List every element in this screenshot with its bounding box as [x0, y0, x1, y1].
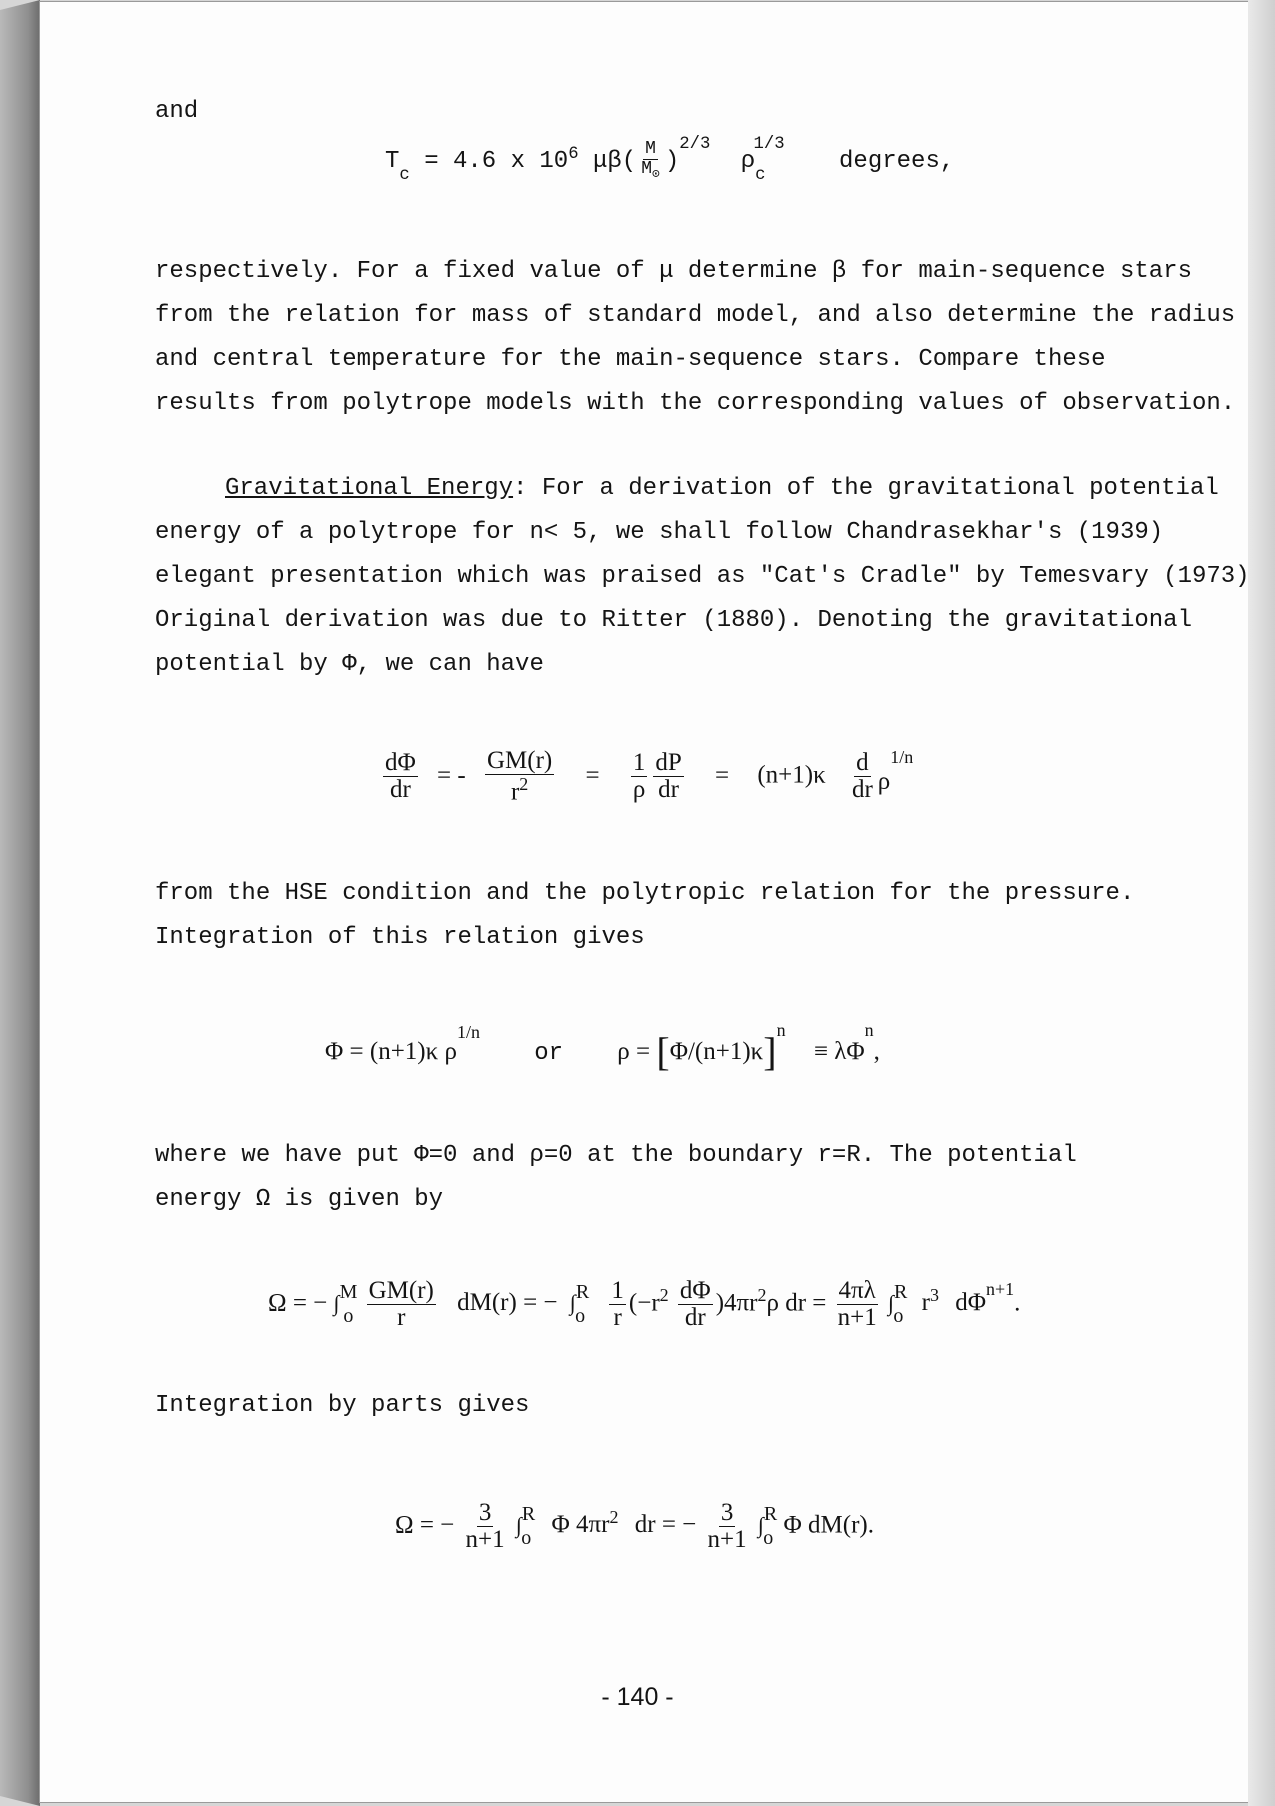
- section-heading-line: Gravitational Energy: For a derivation of the gravitational potential: [225, 475, 1219, 502]
- paragraph-line: and central temperature for the main-sequence stars. Compare these: [155, 346, 1106, 373]
- paragraph-line: Original derivation was due to Ritter (1880). Denoting the gravitational: [155, 607, 1192, 634]
- paragraph-line: results from polytrope models with the corresponding values of observation.: [155, 390, 1236, 417]
- paragraph-line: respectively. For a fixed value of μ determine β for main-sequence stars: [155, 258, 1192, 285]
- paragraph-line: from the relation for mass of standard model, and also determine the radius: [155, 302, 1236, 329]
- text-and: and: [155, 98, 199, 125]
- paragraph-line: Integration of this relation gives: [155, 924, 645, 951]
- paragraph-line: elegant presentation which was praised as "Cat's Cradle" by Temesvary (1973): [155, 563, 1250, 590]
- equation-integration-by-parts: Ω = − $\frac{3}{n+1}$ ∫$^R_o$ Φ $4\pi r^2$ dr = − $\frac{3}{n+1}$ ∫$^R_o$ Φ dM(r).: [395, 1499, 874, 1554]
- paragraph-line: where we have put Φ=0 and ρ=0 at the boundary r=R. The potential: [155, 1142, 1077, 1169]
- equation-potential-gradient: $\frac{d\Phi}{dr}$ = - $\frac{GM(r)}{r^2}$ = $\frac{1}{\rho}$ $\frac{dP}{dr}$ = (n+1)κ $\frac{d}{dr}$ $\rho^{1/n}$: [385, 747, 914, 806]
- section-heading: Gravitational Energy: [225, 475, 514, 502]
- equation-central-temperature: $T_c = 4.6$ x $10^6$ μβ( $\frac{M}{M_⊙}$ )$^{2/3}$ $\rho_c^{1/3}$ degrees,: [385, 134, 955, 185]
- page-right-edge: [1248, 0, 1275, 1806]
- page-number: - 140 -: [601, 1683, 674, 1711]
- paragraph-line: potential by Φ, we can have: [155, 651, 544, 678]
- paragraph-line: from the HSE condition and the polytropic relation for the pressure.: [155, 880, 1135, 907]
- paragraph-line: Integration by parts gives: [155, 1392, 530, 1419]
- page-left-edge: [0, 0, 40, 1806]
- equation-potential-energy: Ω = − ∫$^M_o$ $\frac{GM(r)}{r}$ dM(r) = − ∫$^R_o$ $\frac{1}{r}$ ($-r^2$ $\frac{d\Phi}{dr}$ )$4\pi r^2\rho$ dr = $\frac{4\pi\lambda}{n+1}$ ∫$^R_o$ $r^3$ $d\Phi^{n+1}$.: [268, 1277, 1021, 1332]
- equation-potential-density: Φ = (n+1)κ $\rho^{1/n}$ or $\rho = [\Phi/(n+1)\kappa]^n \equiv \lambda\Phi^n$,: [325, 1019, 880, 1074]
- paragraph-line: energy Ω is given by: [155, 1186, 444, 1213]
- paragraph-line: energy of a polytrope for n< 5, we shall follow Chandrasekhar's (1939): [155, 519, 1164, 546]
